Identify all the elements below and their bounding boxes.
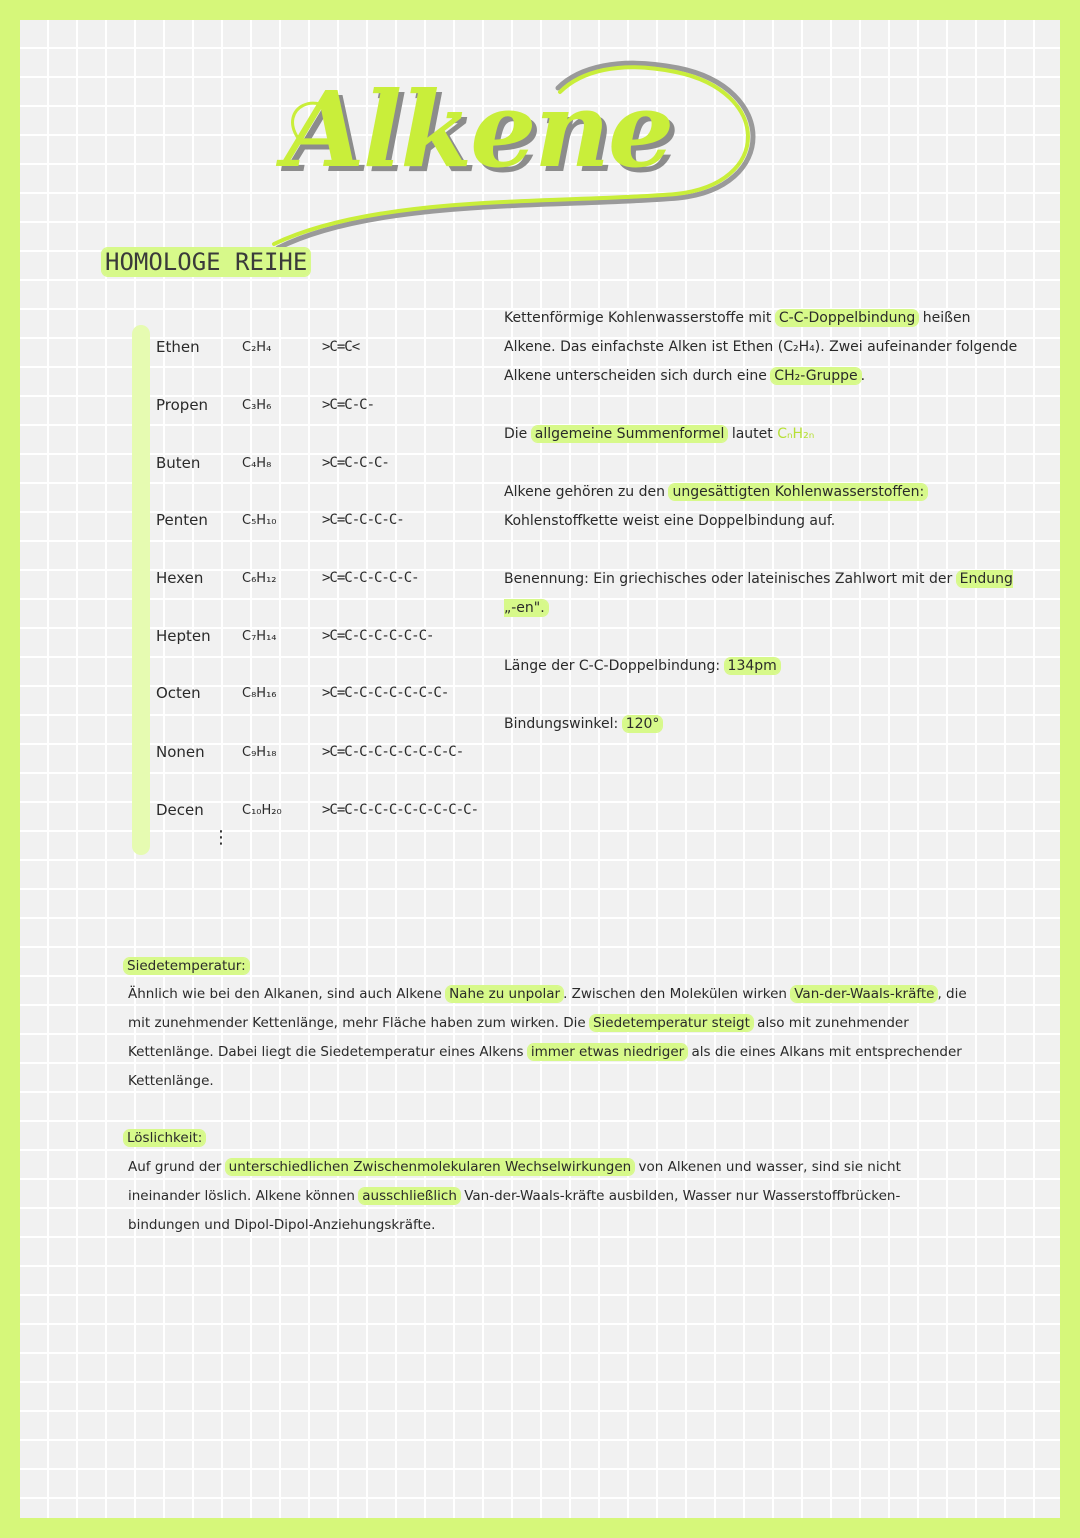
series-row: Ethen C₂H₄ >C=C< (156, 338, 360, 356)
naming-text: Benennung: Ein griechisches oder lateinisches Zahlwort mit der Endung „-en". (504, 571, 1013, 616)
series-row: Decen C₁₀H₂₀ >C=C-C-C-C-C-C-C-C-C- (156, 801, 479, 819)
solubility-heading: Löslichkeit: (124, 1127, 205, 1149)
section-title: HOMOLOGE REIHE (102, 248, 310, 276)
bond-angle-text: Bindungswinkel: 120° (504, 710, 1024, 739)
series-bracket (132, 325, 150, 855)
unsaturated-text: Alkene gehören zu den ungesättigten Kohlenwasserstoffen: Kohlenstoffkette weist eine Doppelbindung auf. (504, 478, 1024, 536)
series-row: Hepten C₇H₁₄ >C=C-C-C-C-C-C- (156, 627, 434, 645)
page-title: Alkene (284, 68, 673, 191)
series-row: Octen C₈H₁₆ >C=C-C-C-C-C-C-C- (156, 684, 449, 702)
alkene-properties (504, 304, 1024, 739)
general-formula-value: CₙH₂ₙ (777, 426, 815, 442)
series-row: Hexen C₆H₁₂ >C=C-C-C-C-C- (156, 569, 419, 587)
homologous-series-list (132, 325, 502, 855)
series-row: Propen C₃H₆ >C=C-C- (156, 396, 375, 414)
bond-length-text: Länge der C-C-Doppelbindung: 134pm (504, 652, 1024, 681)
notebook-page (20, 20, 1060, 1518)
general-formula-text: Die allgemeine Summenformel lautet CₙH₂ₙ (504, 426, 815, 442)
definition-text: Kettenförmige Kohlenwasserstoffe mit C-C-Doppelbindung heißen Alkene. Das einfachste Alken ist Ethen (C₂H₄). Zwei aufeinander folgende Alkene unterscheiden sich durch eine CH₂-Gruppe . (504, 310, 1018, 384)
continuation-dots: ⋮ (212, 827, 230, 848)
boiling-paragraph: Ähnlich wie bei den Alkanen, sind auch Alkene Nahe zu unpolar . Zwischen den Molekülen wirken Van-der-Waals-kräfte , die mit zunehmender Kettenlänge, mehr Fläche haben zum wirken. Die Siedetemperatur steigt also mit zunehmender Kettenlänge. Dabei liegt die Siedetemperatur eines Alkens immer etwas niedriger als die eines Alkans mit entsprechender Kettenlänge. (128, 986, 967, 1089)
series-row: Nonen C₉H₁₈ >C=C-C-C-C-C-C-C-C- (156, 743, 464, 761)
boiling-heading: Siedetemperatur: (124, 955, 249, 977)
series-row: Penten C₅H₁₀ >C=C-C-C-C- (156, 511, 404, 529)
title-block (258, 48, 778, 258)
series-row: Buten C₄H₈ >C=C-C-C- (156, 454, 389, 472)
solubility-paragraph: Auf grund der unterschiedlichen Zwischenmolekularen Wechselwirkungen von Alkenen und wasser, sind sie nicht ineinander löslich. Alkene können ausschließlich Van-der-Waals-kräfte ausbilden, Wasser nur Wasserstoffbrücken-bindungen und Dipol-Dipol-Anziehungskräfte. (128, 1159, 901, 1233)
